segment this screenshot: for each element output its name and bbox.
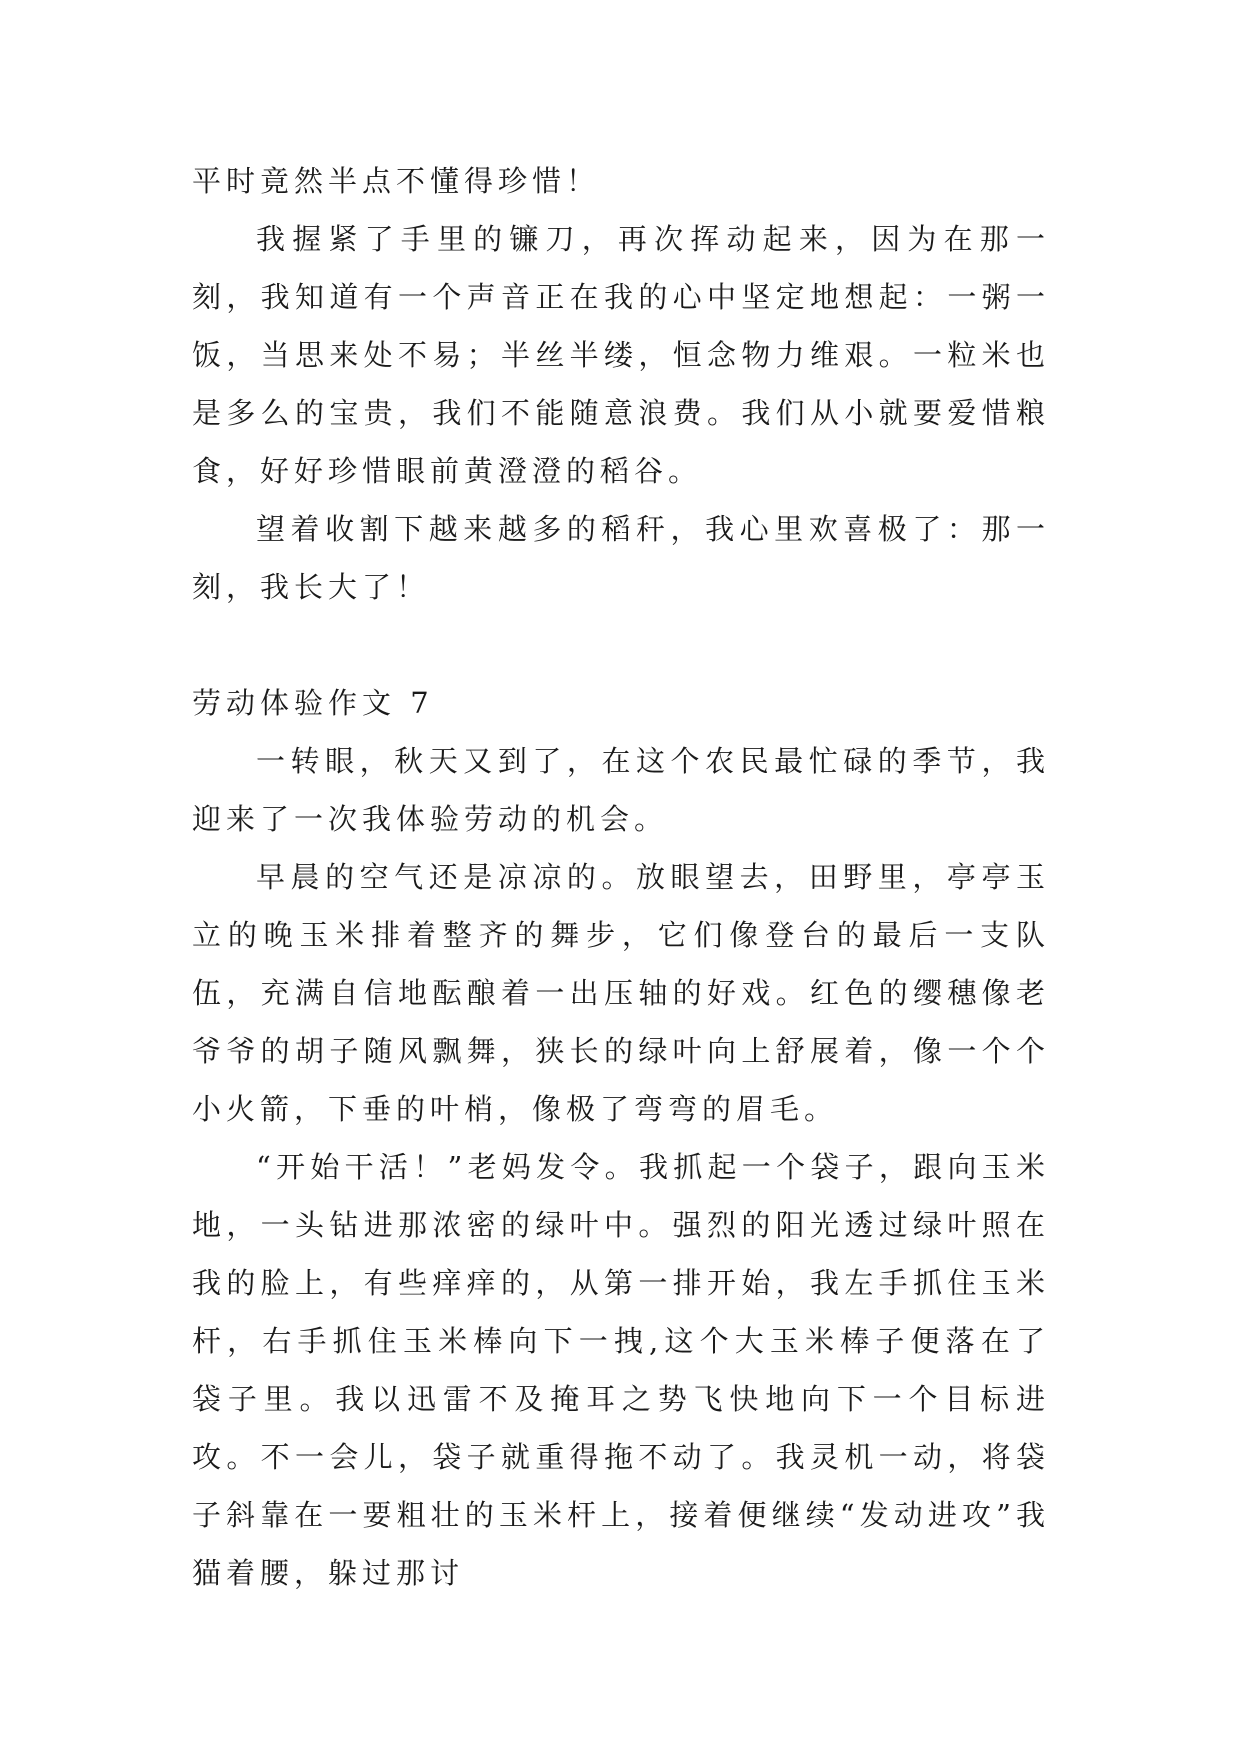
section-paragraph-3: “开始干活！”老妈发令。我抓起一个袋子，跟向玉米地，一头钻进那浓密的绿叶中。强烈的阳光透过绿叶照在我的脸上，有些痒痒的，从第一排开始，我左手抓住玉米杆，右手抓住玉米棒向下一拽,这个大玉米棒子便落在了袋子里。我以迅雷不及掩耳之势飞快地向下一个目标进攻。不一会儿，袋子就重得拖不动了。我灵机一动，将袋子斜靠在一要粗壮的玉米杆上，接着便继续“发动进攻”我猫着腰，躲过那讨 [192,1150,1050,1590]
section-paragraph-1: 一转眼，秋天又到了，在这个农民最忙碌的季节，我迎来了一次我体验劳动的机会。 [192,744,1050,836]
paragraph-2: 我握紧了手里的镰刀，再次挥动起来，因为在那一刻，我知道有一个声音正在我的心中坚定地想起：一粥一饭，当思来处不易；半丝半缕，恒念物力维艰。一粒米也是多么的宝贵，我们不能随意浪费。我们从小就要爱惜粮食，好好珍惜眼前黄澄澄的稻谷。 [192,222,1050,488]
paragraph-1: 平时竟然半点不懂得珍惜！ [192,164,601,198]
document-page [192,152,1050,1602]
section-paragraph-2: 早晨的空气还是凉凉的。放眼望去，田野里，亭亭玉立的晚玉米排着整齐的舞步，它们像登台的最后一支队伍，充满自信地酝酿着一出压轴的好戏。红色的缨穗像老爷爷的胡子随风飘舞，狭长的绿叶向上舒展着，像一个个小火箭，下垂的叶梢，像极了弯弯的眉毛。 [192,860,1050,1126]
section-title: 劳动体验作文 7 [192,686,434,720]
section-gap [192,616,1050,674]
paragraph-3: 望着收割下越来越多的稻秆，我心里欢喜极了：那一刻，我长大了！ [192,512,1050,604]
